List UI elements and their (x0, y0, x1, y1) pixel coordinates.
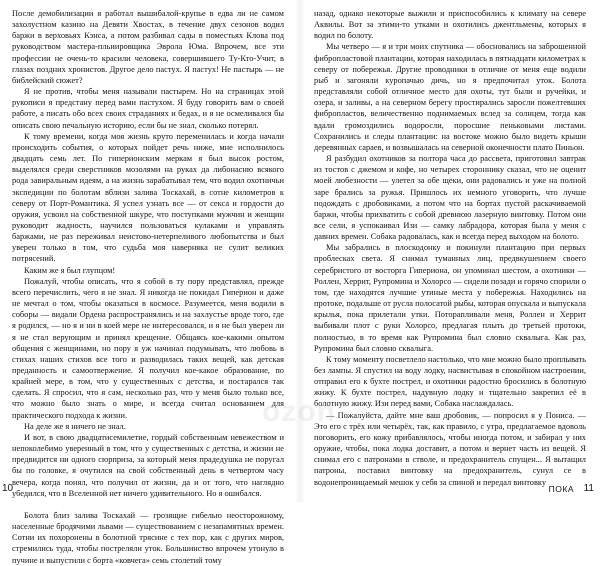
running-head-right: ПОКА (548, 484, 574, 494)
paragraph: На деле же я ничего не знал. (24, 421, 126, 431)
right-page (300, 0, 600, 502)
left-page-text (12, 8, 284, 566)
page-number-left: 10 (2, 483, 14, 494)
paragraph: Я разбудил охотников за полтора часа до рассвета, приготовил завтрак из тостов с джемом и кофе, но четырех стороннику сказал, что не оценит моей любезности — улетел за обе щеки, они радовались и уже на полной заре брались за ружья. Пришлось их немного уговорить, что лучше подождать с дробовиками, а потом что на бортах пустой раскачиваемой баржи, чтобы прихватить с собой древнюю лазерную винтовку. Потом они все сели, я успокаивал Изи — самку лабрадора, которая была у меня с давних времен. Собака радовалась, как и всегда перед выходом на болото. (314, 154, 586, 242)
paragraph: После демобилизации я работал вышибалой-крупье в едва ли не самом захолустном казино на Девяти Хвостах, в течение двух сезонов водил баржи в верховьях Кэнса, а потом разбивал сады в поместьях Клова под руководством мастера-пльиировщика Эврола Юма. Впрочем, все эти профессии не очень-то красили человека, совершившего Ту-Кто-Учит, в глазах поздних хронистов. Другое дело пастух. Я пастух! Не пастырь — не библейский сюжет? (12, 9, 284, 85)
paragraph: К тому моменту посветлело настолько, что мне можно было проплывать без лампы. Я спустил на воду лодку, насвистывая в спокойном настроении, отправил его к бухте пострел, и охотники радостно бросились в болотную жижу. К бухте пострел, надувную лодку и тщательно закрепил её в болотную жижу. Изи перед вами, Собака наслаждалась. (314, 354, 586, 409)
paragraph: И вот, в свою двадцатисемилетие, гордый собственным невежеством и непоколебимо уверенный в том, что у существенных с детства, и жизни не предвидится ни одного сюрприза, за который меня прадедушка не поругал бы по головке, я очутился на свой собственный день в четвертом часу вечера, когда понял, что получил от жизни, да и от того, что наглядно убедился, что в Вселенной нет ничего удивительного. Но я ошибался. (12, 432, 284, 498)
right-page-text (314, 8, 586, 488)
paragraph: Пожалуй, чтобы описать, что я собой в ту пору представлял, прежде всего перечислить, чего я не знал. Я никогда не покидал Гиперион и даже не мечтал о том, чтобы оказаться в космосе. Разумеется, меня водили в соборы — видали Ордена распространялись и на захлустье вроде того, где я родился, — но я и ни в коей мере не интересовался, и я не был уверен ли я не стал верующим и принял крещение. Общаясь кое-какими опытом общения с женщинами, но пору я уж начинал подумывать, что любовь в стихах наших стихов все того и разводилась таких вещей, как детская преданность и самоотвержение. Я получил кое-какое образование, по крайней мере, в том, что у существенных с детства, и постарался так сделать. Я спросил, что я сам, несколько раз, что у меня было только все, что можно было знать о мире, и всегда считал основанием для практического подхода к жизни. (12, 276, 284, 420)
paragraph: Мы четверо — я и три моих спутника — обосновались на заброшенной фибропластовой плантации, которая находилась в пятнадцати километрах к северу от побережья. Другие проводники в отличие от меня еще водили рыб и загоняли куропачью дичь, но я предпочитал уток. Болота представляли собой отличное место для охоты, тут были и ручейки, и озера, и заливы, а на северном берегу простирались заросли пожелтевших фибропластов, величественно поднимаемых вслед за солнцем, тогда как вдали громоздились водоросли, поросшие пеньковыми листами. Сохранились и следы плантации: на востоке можно было видеть крыши деревянных сараев, и возвышалась на северной оконечности плато Пиньон. (314, 42, 586, 152)
paragraph: К тому времени, когда моя жизнь круто переменилась и когда начали происходить события, о которых пойдет речь ниже, мне исполнилось двадцать семь лет. По гиперионским меркам я был высок ростом, выделялся среди сверстников мозолями на руках да либонасню всякого рода завиральным идеям, а на жизнь зарабатывал тем, что водил охотничьи экспедиции по болотам вблизи залива Тоскахай, в сотне километров к северу от Порт-Романтика. Я успел узнать все — от секса и гордости до оружия, усвоил на собственной шкуре, что поступками мужчин и женщин руководит жадность, научился пользоваться кулаками и управлять баржами, не раз переживал неистово-нетерпеливого любопытства и был уверен только в том, что судьба моя наверняка не сулит великих потрясений. (12, 131, 284, 264)
left-page (0, 0, 300, 565)
paragraph: Болота близ залива Тоскахай — грозящие гибелью неосторожному, населенные бродячими львами — существованием с незапамятных времен. Сотни их похоронены в болотной трясине с тех пор, как с других миров, стремились туда, чтобы постреляли уток. Большинство впрочем утонуло в пучине и выпустили с борта «ковчега» семь столетий тому (12, 510, 284, 565)
page-number-right: 11 (583, 483, 594, 494)
paragraph: Мы забрались в плоскодонку и покинули плантацию при первых проблесках света. Я снимал туманных лиц, предвкушением своего серебристого от восторга Гипериона, он упоминал шестом, а охотники — Роллен, Херрит, Рупромина и Холорсо — сидели позади и горячо спорили о том, где находятся лучшие утиные места у побережья. Находились на протоке, подальше от русла полосатой рыбы, которая опускала и выпускала крылья, пока прилетали утки. Поторапливали меня, Роллен и Херрит выбивали плот с руки Холорсо, предлагая плыть до третьей протоки, полностью, в то время как Рупромина был словно сквалыга. Как раз, Рупромина был словно сквалыга. (314, 243, 586, 353)
paragraph: — Пожалуйста, дайте мне ваш дробовик, — попросил я у Пониса. — Это его с трёх или четырёх, так, как правило, с утра, предлагаемое вдоволь поговорить, его кожу прибавлялось, чтобы иногда потом, и забирал у них оружие, чтобы, пока лодка доставит, а потом и вернет часть из вещей. Я снимал его с патронами в стволе, и предохранитель спущен... Я вытащил патроны, поставил винтовку на предохранитель, сунул се в водонепроницаемый мешок у себя за спиной и передал винтовку (314, 410, 586, 487)
paragraph: Каким же я был глупцом! (24, 265, 116, 275)
paragraph: назад, однако некоторые выжили и приспособились к климату на севере Аквилы. Вот за этими-то утками и охотились джентльмены, которых я водил по болоту. (314, 9, 586, 41)
paragraph: Я не против, чтобы меня называли пастырем. Но на страницах этой рукописи я предстану перед вами пастухом. Я буду говорить вам о своей работе, а писать обо всех своих страданиях и бедах, и я не осмеливался бы описать свою печальную историю, если бы не знал, сколько потерял. (12, 87, 284, 130)
